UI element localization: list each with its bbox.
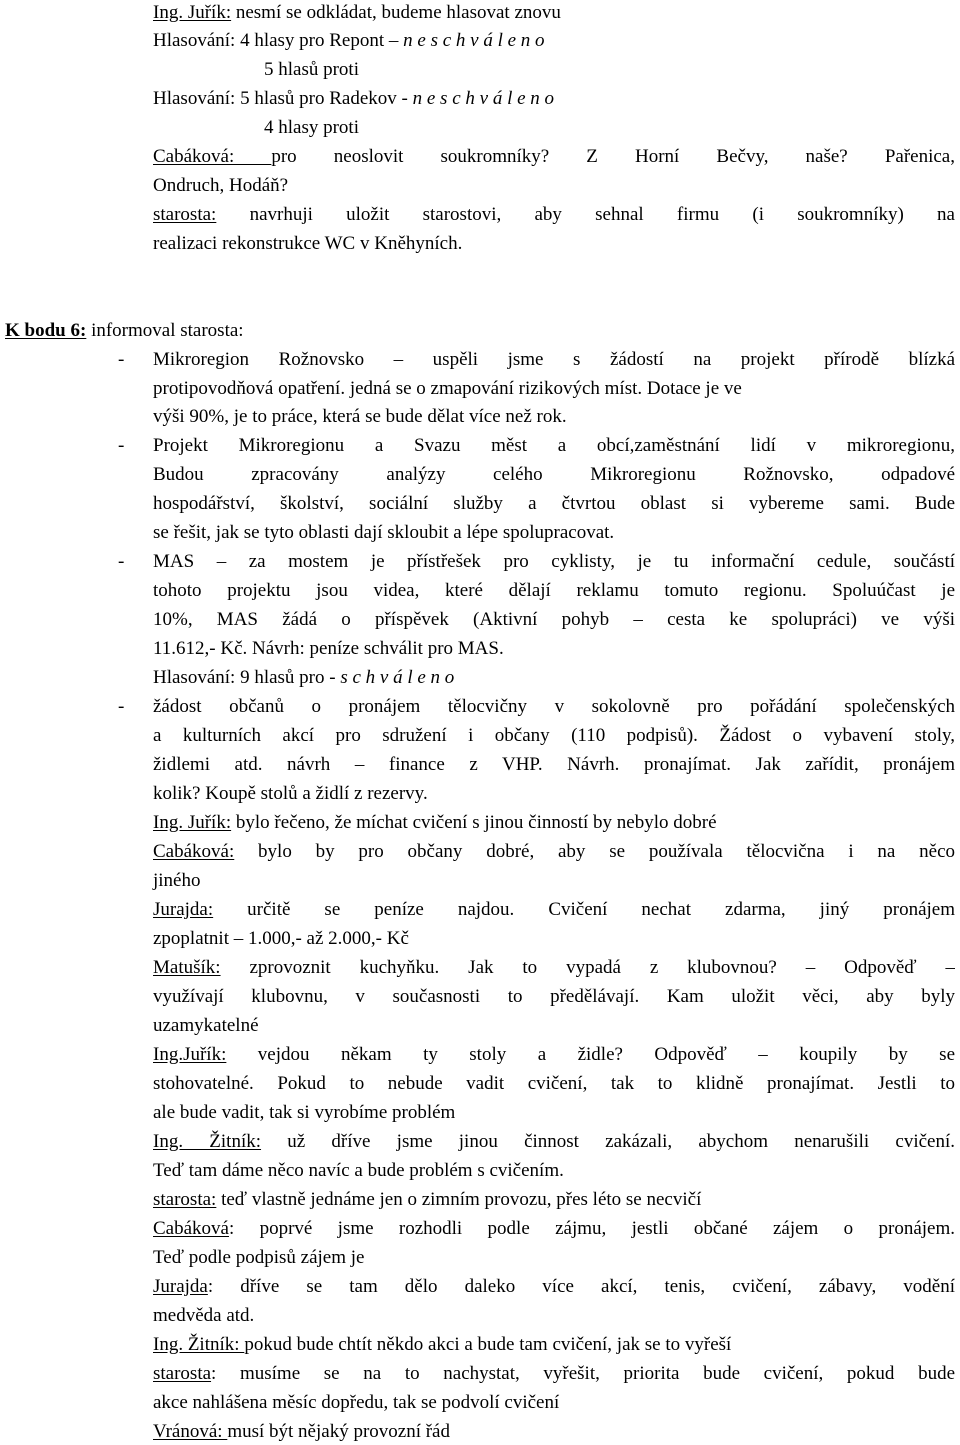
text-span: určitě se peníze najdou. Cvičení nechat zdarma, jiný pronájem — [213, 899, 955, 920]
text-span: bylo řečeno, že míchat cvičení s jinou činností by nebylo dobré — [231, 812, 717, 833]
text-span: Hlasování: 4 hlasy pro Repont – — [153, 30, 404, 51]
text-line — [153, 636, 623, 662]
speaker-label: Jurajda: — [153, 899, 214, 920]
text-span: židlemi atd. návrh – finance z VHP. Návrh. pronajímat. Jak zařídit, pronájem — [153, 754, 955, 775]
speaker-label: Ing. Juřík: — [153, 812, 232, 833]
text-span: navrhuji uložit starostovi, aby sehnal firmu (i soukromníky) na — [216, 204, 955, 225]
text-span: uzamykatelné — [153, 1015, 259, 1036]
speaker-label: Matušík: — [153, 957, 221, 978]
speaker-label: Vránová: — [153, 1421, 228, 1442]
text-line — [153, 1332, 923, 1358]
text-span: hospodářství, školství, sociální služby a čtvrtou oblast si vybereme sami. Bude — [153, 493, 955, 514]
speaker-label: Cabáková — [153, 1218, 229, 1239]
text-span: 11.612,- Kč. Návrh: peníze schválit pro MAS. — [153, 638, 504, 659]
text-line — [153, 897, 955, 923]
text-span: 4 hlasy proti — [264, 117, 359, 138]
text-span: pokud bude chtít někdo akci a bude tam cvičení, jak se to vyřeší — [244, 1334, 732, 1355]
text-span: teď vlastně jednáme jen o zimním provozu, přes léto se necvičí — [216, 1189, 702, 1210]
text-line — [153, 28, 680, 54]
speaker-label: Ing. Žitník: — [153, 1334, 245, 1355]
text-span: využívají klubovnu, v současnosti to předělávají. Kam uložit věci, aby byly — [153, 986, 955, 1007]
text-line — [153, 810, 903, 836]
text-line — [153, 173, 355, 199]
speaker-label: starosta — [153, 1363, 212, 1384]
text-span: n e s c h v á l e n o — [403, 30, 545, 51]
text-span: 5 hlasů proti — [264, 59, 359, 80]
speaker-label: starosta: — [153, 1189, 217, 1210]
text-span: MAS – za mostem je přístřešek pro cyklisty, je tu informační cedule, součástí — [153, 551, 955, 572]
text-line — [153, 1390, 693, 1416]
speaker-label: Ing. Žitník: — [153, 1131, 262, 1152]
text-span: medvěda atd. — [153, 1305, 255, 1326]
text-line — [153, 86, 693, 112]
text-span: - — [118, 551, 125, 572]
text-line — [153, 1071, 955, 1097]
text-span: Hlasování: 9 hlasů pro - — [153, 667, 341, 688]
text-line — [153, 926, 495, 952]
text-span: vejdou někam ty stoly a židle? Odpověď – koupily by se — [226, 1044, 955, 1065]
text-span: realizaci rekonstrukce WC v Kněhyních. — [153, 233, 463, 254]
text-span: - — [118, 435, 125, 456]
text-span: - — [118, 696, 125, 717]
text-line — [153, 1216, 955, 1242]
text-span: Teď tam dáme něco navíc a bude problém s cvičením. — [153, 1160, 564, 1181]
text-span: jiného — [153, 870, 201, 891]
text-line — [153, 868, 217, 894]
text-line — [153, 520, 767, 546]
text-span: Hlasování: 5 hlasů pro Radekov - — [153, 88, 413, 109]
text-span: Budou zpracovány analýzy celého Mikroregionu Rožnovsko, odpadové — [153, 464, 955, 485]
text-span: Mikroregion Rožnovsko – uspěli jsme s žádostí na projekt přírodě blízká — [153, 349, 955, 370]
text-span: tohoto projektu jsou videa, které dělají reklamu tomuto regionu. Spoluúčast je — [153, 580, 955, 601]
text-span: žádost občanů o pronájem tělocvičny v sokolovně pro pořádání společenských — [153, 696, 955, 717]
speaker-label: Cabáková: — [153, 146, 272, 167]
text-line — [153, 347, 955, 373]
text-span: ale bude vadit, tak si vyrobíme problém — [153, 1102, 456, 1123]
text-line — [153, 144, 955, 170]
text-span: Teď podle podpisů zájem je — [153, 1247, 365, 1268]
text-line — [153, 462, 955, 488]
text-line — [153, 491, 955, 517]
text-span: už dříve jsme jinou činnost zakázali, abychom nenarušili cvičení. — [261, 1131, 955, 1152]
text-span: : poprvé jsme rozhodli podle zájmu, jestli občané zájem o pronájem. — [228, 1218, 955, 1239]
text-span: 10%, MAS žádá o příspěvek (Aktivní pohyb – cesta ke spolupráci) ve výši — [153, 609, 955, 630]
text-line — [153, 839, 955, 865]
text-line — [153, 1245, 437, 1271]
text-line — [118, 347, 148, 373]
speaker-label: starosta: — [153, 204, 217, 225]
speaker-label: Jurajda — [153, 1276, 208, 1297]
text-span: se řešit, jak se tyto oblasti dají skloubit a lépe spolupracovat. — [153, 522, 615, 543]
text-line — [153, 1187, 881, 1213]
text-line — [153, 0, 693, 26]
text-line — [153, 1419, 549, 1445]
text-span: stohovatelné. Pokud to nebude vadit cvičení, tak to klidně pronajímat. Jestli to — [153, 1073, 955, 1094]
text-line — [264, 115, 390, 141]
text-line — [118, 694, 148, 720]
text-line — [153, 1129, 955, 1155]
text-line — [153, 1013, 295, 1039]
text-line — [153, 665, 561, 691]
text-span: a kulturních akcí pro sdružení i občany (110 podpisů). Žádost o vybavení stoly, — [153, 725, 955, 746]
text-line — [153, 781, 521, 807]
text-line — [153, 1361, 955, 1387]
text-span: Ondruch, Hodáň? — [153, 175, 289, 196]
text-line — [118, 433, 148, 459]
text-line — [118, 549, 148, 575]
text-line — [153, 607, 955, 633]
text-span: protipovodňová opatření. jedná se o zmapování rizikových míst. Dotace je ve — [153, 378, 742, 399]
text-span: : dříve se tam dělo daleko více akcí, tenis, cvičení, zábavy, vodění — [207, 1276, 955, 1297]
text-line — [153, 752, 955, 778]
text-span: pro neoslovit soukromníky? Z Horní Bečvy, naše? Pařenica, — [271, 146, 955, 167]
text-span: s c h v á l e n o — [340, 667, 455, 688]
text-span: informoval starosta: — [86, 320, 244, 341]
text-line — [153, 202, 955, 228]
text-line — [153, 694, 955, 720]
speaker-label: Ing. Juřík: — [153, 2, 232, 23]
text-line — [153, 404, 713, 430]
text-line — [153, 723, 955, 749]
text-span: akce nahlášena měsíc dopředu, tak se podvolí cvičení — [153, 1392, 560, 1413]
speaker-label: Ing.Juřík: — [153, 1044, 227, 1065]
text-span: kolik? Koupě stolů a židlí z rezervy. — [153, 783, 428, 804]
text-span: - — [118, 349, 125, 370]
text-line — [153, 231, 551, 257]
text-line — [153, 1158, 701, 1184]
text-span: výši 90%, je to práce, která se bude dělat více než rok. — [153, 406, 567, 427]
text-span: : musíme se na to nachystat, vyřešit, priorita bude cvičení, pokud bude — [211, 1363, 955, 1384]
text-line — [153, 433, 955, 459]
text-line — [153, 1042, 955, 1068]
text-line — [153, 549, 955, 575]
text-line — [5, 318, 323, 344]
speaker-label: Cabáková: — [153, 841, 235, 862]
text-line — [153, 955, 955, 981]
text-span: bylo by pro občany dobré, aby se používala tělocvična i na něco — [234, 841, 955, 862]
text-span: n e s c h v á l e n o — [412, 88, 555, 109]
text-span: musí být nějaký provozní řád — [227, 1421, 450, 1442]
text-line — [153, 376, 955, 402]
text-span: Projekt Mikroregionu a Svazu měst a obcí,zaměstnání lidí v mikroregionu, — [153, 435, 955, 456]
text-line — [153, 1100, 555, 1126]
text-line — [153, 984, 955, 1010]
text-line — [153, 578, 955, 604]
text-span: zpoplatnit – 1.000,- až 2.000,- Kč — [153, 928, 409, 949]
text-span: zprovoznit kuchyňku. Jak to vypadá z klubovnou? – Odpověď – — [220, 957, 955, 978]
speaker-label: K bodu 6: — [5, 320, 87, 341]
text-span: nesmí se odkládat, budeme hlasovat znovu — [231, 2, 561, 23]
text-line — [264, 57, 392, 83]
text-line — [153, 1303, 287, 1329]
text-line — [153, 1274, 955, 1300]
